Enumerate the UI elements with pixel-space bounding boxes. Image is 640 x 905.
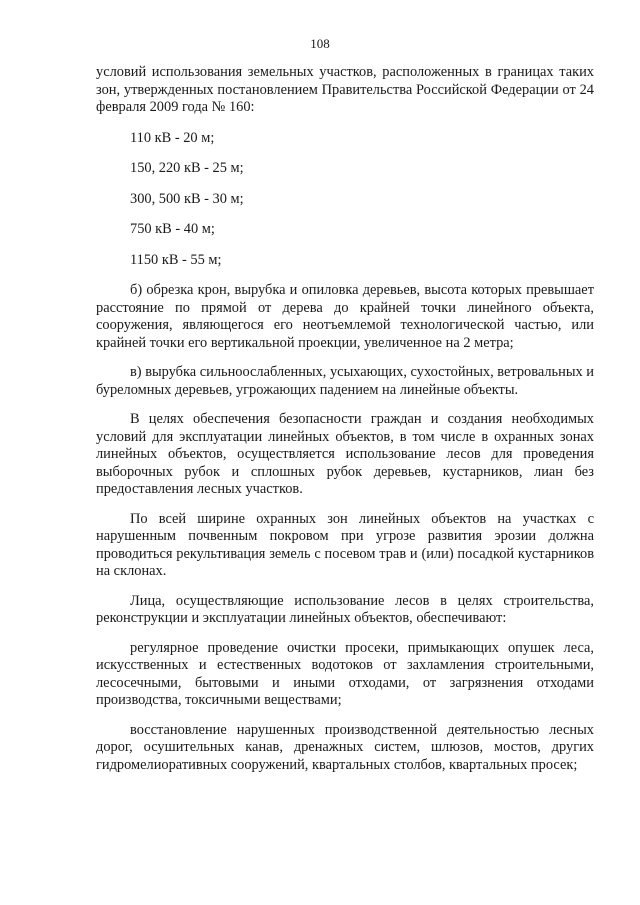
voltage-item: 150, 220 кВ - 25 м; bbox=[130, 160, 244, 176]
paragraph-obligations-intro: Лица, осуществляющие использование лесов в целях строительства, реконструкции и эксплуатации линейных объектов, обеспечивают: bbox=[96, 592, 594, 626]
voltage-item: 110 кВ - 20 м; bbox=[130, 129, 215, 146]
voltage-item: 300, 500 кВ - 30 м; bbox=[130, 190, 244, 207]
paragraph-restoration: восстановление нарушенных производственной деятельностью лесных дорог, осушительных канав, дренажных систем, шлюзов, мостов, других гидромелиоративных сооружений, квартальных столбов, квартальных просек; bbox=[96, 721, 594, 773]
paragraph-safety-logging: В целях обеспечения безопасности граждан и создания необходимых условий для эксплуатации линейных объектов, в том числе в охранных зонах линейных объектов, осуществляется использование лесов для проведения выборочных рубок и сплошных рубок деревьев, кустарников, лиан без предоставления лесных участков. bbox=[96, 411, 594, 497]
paragraph-b-crown-trimming: б) обрезка крон, вырубка и опиловка деревьев, высота которых превышает расстояние по прямой от дерева до крайней точки линейного объекта, сооружения, являющегося его неотъемлемой технологической частью, или крайней точки его вертикальной проекции, увеличенное на 2 метра; bbox=[96, 282, 594, 351]
paragraph-recultivation: По всей ширине охранных зон линейных объектов на участках с нарушенным почвенным покровом при угрозе развития эрозии должна проводиться рекультивация земель с посевом трав и (или) посадкой кустарников на склонах. bbox=[96, 510, 594, 579]
intro-paragraph: условий использования земельных участков, расположенных в границах таких зон, утвержденных постановлением Правительства Российской Федерации от 24 февраля 2009 года № 160: bbox=[96, 64, 594, 115]
paragraph-v-tree-felling: в) вырубка сильноослабленных, усыхающих, сухостойных, ветровальных и буреломных деревьев, угрожающих падением на линейные объекты. bbox=[96, 364, 594, 398]
paragraph-clearing: регулярное проведение очистки просеки, примыкающих опушек леса, искусственных и естественных водотоков от захламления строительными, лесосечными, бытовыми и иными отходами, от загрязнения отходами производства, токсичными веществами; bbox=[96, 639, 594, 708]
voltage-item: 750 кВ - 40 м; bbox=[130, 221, 215, 237]
document-body bbox=[96, 64, 594, 774]
voltage-list bbox=[96, 130, 594, 270]
page-number: 108 bbox=[310, 36, 330, 51]
voltage-item: 1150 кВ - 55 м; bbox=[130, 251, 222, 268]
